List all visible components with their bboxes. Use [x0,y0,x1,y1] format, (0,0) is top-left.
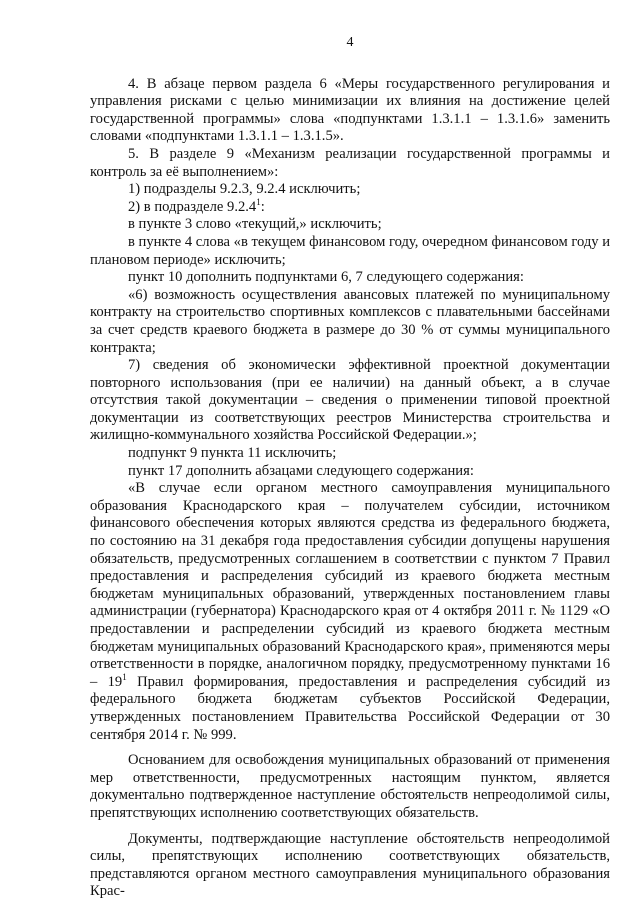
paragraph-text: Основанием для освобождения муниципальных образований от применения мер ответственности, предусмотренных настоящим пунктом, является документально подтвержденное наступление обстоятельств непреодолимой силы, препятствующих исполнению соответствующих обязательств. [90,752,610,821]
paragraph-text: 2) в подразделе 9.2.4 [128,198,257,215]
paragraph-text: 1) подразделы 9.2.3, 9.2.4 исключить; [128,181,361,198]
paragraph-text: в пункте 3 слово «текущий,» исключить; [128,216,382,233]
paragraph [90,357,610,445]
superscript: 1 [256,196,261,207]
paragraph-text-tail: Правил формирования, предоставления и распределения субсидий из федерального бюджета бюджетам субъектов Российской Федерации, утвержденных постановлением Правительства Российской Федерации от 30 сентября 2014 г. № 999. [90,673,610,743]
paragraph-text: «В случае если органом местного самоуправления муниципального образования Краснодарского края – получателем субсидии, источником финансового обеспечения которых являются средства из федерального бюджета, по состоянию на 31 декабря года предоставления субсидии допущены нарушения обязательств, предусмотренных соглашением в соответствии с пунктом 7 Правил предоставления и распределения субсидий из краевого бюджета местным бюджетам муниципальных образований, утвержденных постановлением главы администрации (губернатора) Краснодарского края от 4 октября 2011 г. № 1129 «О предоставлении и распределении субсидий из краевого бюджета местным бюджетам муниципальных образований Краснодарского края», применяются меры ответственности в порядке, аналогичном порядку, предусмотренному пунктами 16 – 19 [90,480,610,690]
paragraph [90,752,610,822]
paragraph [90,196,610,217]
paragraph-text: в пункте 4 слова «в текущем финансовом году, очередном финансовом году и плановом периоде» исключить; [90,233,611,268]
paragraph [90,287,610,357]
paragraph [90,234,610,269]
paragraph-text: подпункт 9 пункта 11 исключить; [128,445,337,462]
paragraph-text: пункт 10 дополнить подпунктами 6, 7 следующего содержания: [128,269,524,286]
paragraph [90,146,610,181]
paragraph-text: Документы, подтверждающие наступление обстоятельств непреодолимой силы, препятствующих исполнению соответствующих обязательств, представляются органом местного самоуправления муниципального образования Крас- [90,830,610,900]
superscript: 1 [122,671,127,682]
paragraph-text: 4. В абзаце первом раздела 6 «Меры государственного регулирования и управления рисками с целью минимизации их влияния на достижение целей государственной программы» слова «подпунктами 1.3.1.1 – 1.3.1.6» заменить словами «подпунктами 1.3.1.1 – 1.3.1.5». [90,75,610,145]
paragraph-text: 7) сведения об экономически эффективной проектной документации повторного использования (при ее наличии) на данный объект, а в случае отсутствия такой документации – сведения о применении типовой проектной документации из соответствующих реестров Министерства строительства и жилищно-коммунального хозяйства Российской Федерации.»; [90,357,610,444]
paragraph [90,269,610,287]
paragraph [90,76,610,146]
paragraph [90,480,610,744]
paragraph [90,463,610,481]
paragraph-text: «6) возможность осуществления авансовых платежей по муниципальному контракту на строительство спортивных комплексов с плавательными бассейнами за счет средств краевого бюджета в размере до 30 % от суммы муниципального контракта; [90,286,610,356]
paragraph-text: пункт 17 дополнить абзацами следующего содержания: [128,462,474,479]
document-body [90,76,610,901]
paragraph [90,445,610,463]
page-number: 4 [346,35,354,50]
paragraph [90,181,610,199]
paragraph-text-tail: : [260,198,265,215]
paragraph [90,831,610,901]
paragraph-text: 5. В разделе 9 «Механизм реализации государственной программы и контроль за её выполнением»: [90,145,610,180]
paragraph [90,216,610,234]
